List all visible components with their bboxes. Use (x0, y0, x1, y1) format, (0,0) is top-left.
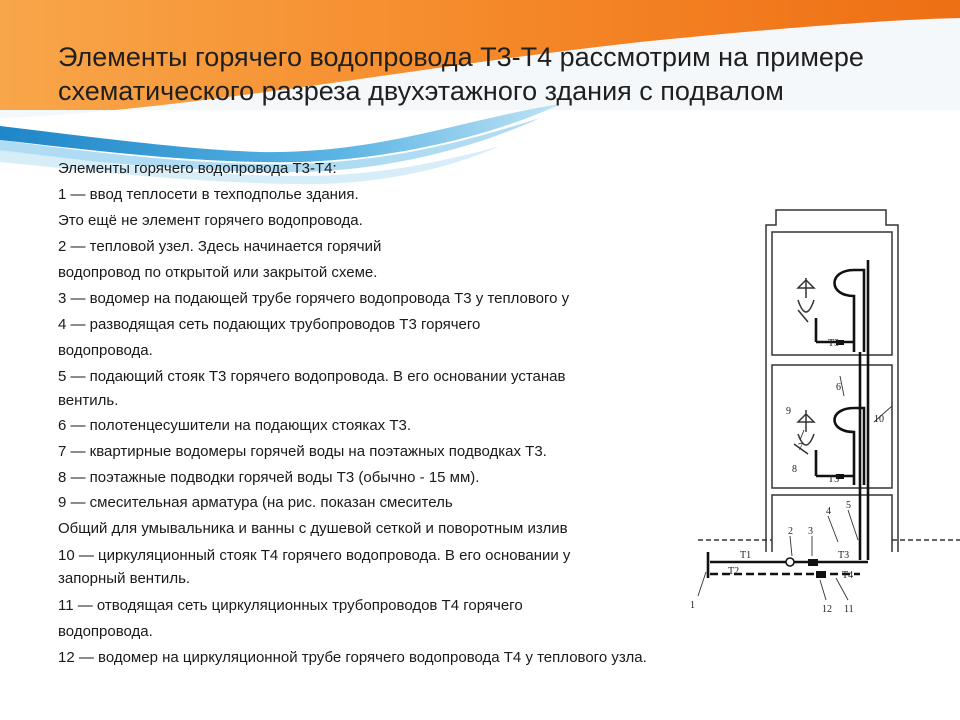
slide-title: Элементы горячего водопровода Т3-Т4 рассмотрим на примере схематического разреза двухэтажного здания с подвалом (58, 42, 864, 106)
label-t3-base: Т3 (838, 550, 850, 561)
text-line: 3 — водомер на подающей трубе горячего водопровода Т3 у теплового у (58, 290, 570, 307)
label-n3: 3 (808, 526, 813, 537)
label-n9: 9 (786, 406, 791, 417)
building-section-diagram (688, 200, 960, 630)
text-line: запорный вентиль. (58, 570, 191, 587)
label-n12: 12 (822, 604, 832, 615)
text-line: 5 — подающий стояк Т3 горячего водопровода. В его основании устанав (58, 368, 566, 385)
label-t3-lower: Т3 (828, 474, 840, 485)
label-n11: 11 (844, 604, 854, 615)
text-line: вентиль. (58, 392, 119, 409)
text-line: Общий для умывальника и ванны с душевой сеткой и поворотным излив (58, 520, 568, 537)
text-line: 12 — водомер на циркуляционной трубе горячего водопровода Т4 у теплового узла. (58, 649, 647, 666)
label-t1: Т1 (740, 550, 752, 561)
label-t2: Т2 (728, 566, 740, 577)
label-n10: 10 (874, 414, 884, 425)
text-line: 11 — отводящая сеть циркуляционных трубопроводов Т4 горячего (58, 597, 523, 614)
label-n8: 8 (792, 464, 797, 475)
text-line: 6 — полотенцесушители на подающих стояках Т3. (58, 417, 411, 434)
text-line: Элементы горячего водопровода Т3-Т4: (58, 160, 337, 177)
label-t4-base: Т4 (842, 570, 854, 581)
text-line: 1 — ввод теплосети в техподполье здания. (58, 186, 359, 203)
label-t3-upper: Т3 (828, 338, 840, 349)
text-line: Это ещё не элемент горячего водопровода. (58, 212, 363, 229)
text-line: водопровод по открытой или закрытой схеме. (58, 264, 378, 281)
label-n1: 1 (690, 600, 695, 611)
text-line: 4 — разводящая сеть подающих трубопроводов Т3 горячего (58, 316, 481, 333)
text-line: 8 — поэтажные подводки горячей воды Т3 (обычно - 15 мм). (58, 469, 480, 486)
text-line: 7 — квартирные водомеры горячей воды на поэтажных подводках Т3. (58, 443, 547, 460)
label-n4: 4 (826, 506, 831, 517)
text-line: водопровода. (58, 623, 153, 640)
label-n6: 6 (836, 382, 841, 393)
text-line: 10 — циркуляционный стояк Т4 горячего водопровода. В его основании у (58, 547, 571, 564)
label-n5: 5 (846, 500, 851, 511)
text-line: водопровода. (58, 342, 153, 359)
text-line: 2 — тепловой узел. Здесь начинается горячий (58, 238, 382, 255)
label-n2: 2 (788, 526, 793, 537)
text-line: 9 — смесительная арматура (на рис. показан смеситель (58, 494, 453, 511)
label-n7: 7 (798, 442, 803, 453)
